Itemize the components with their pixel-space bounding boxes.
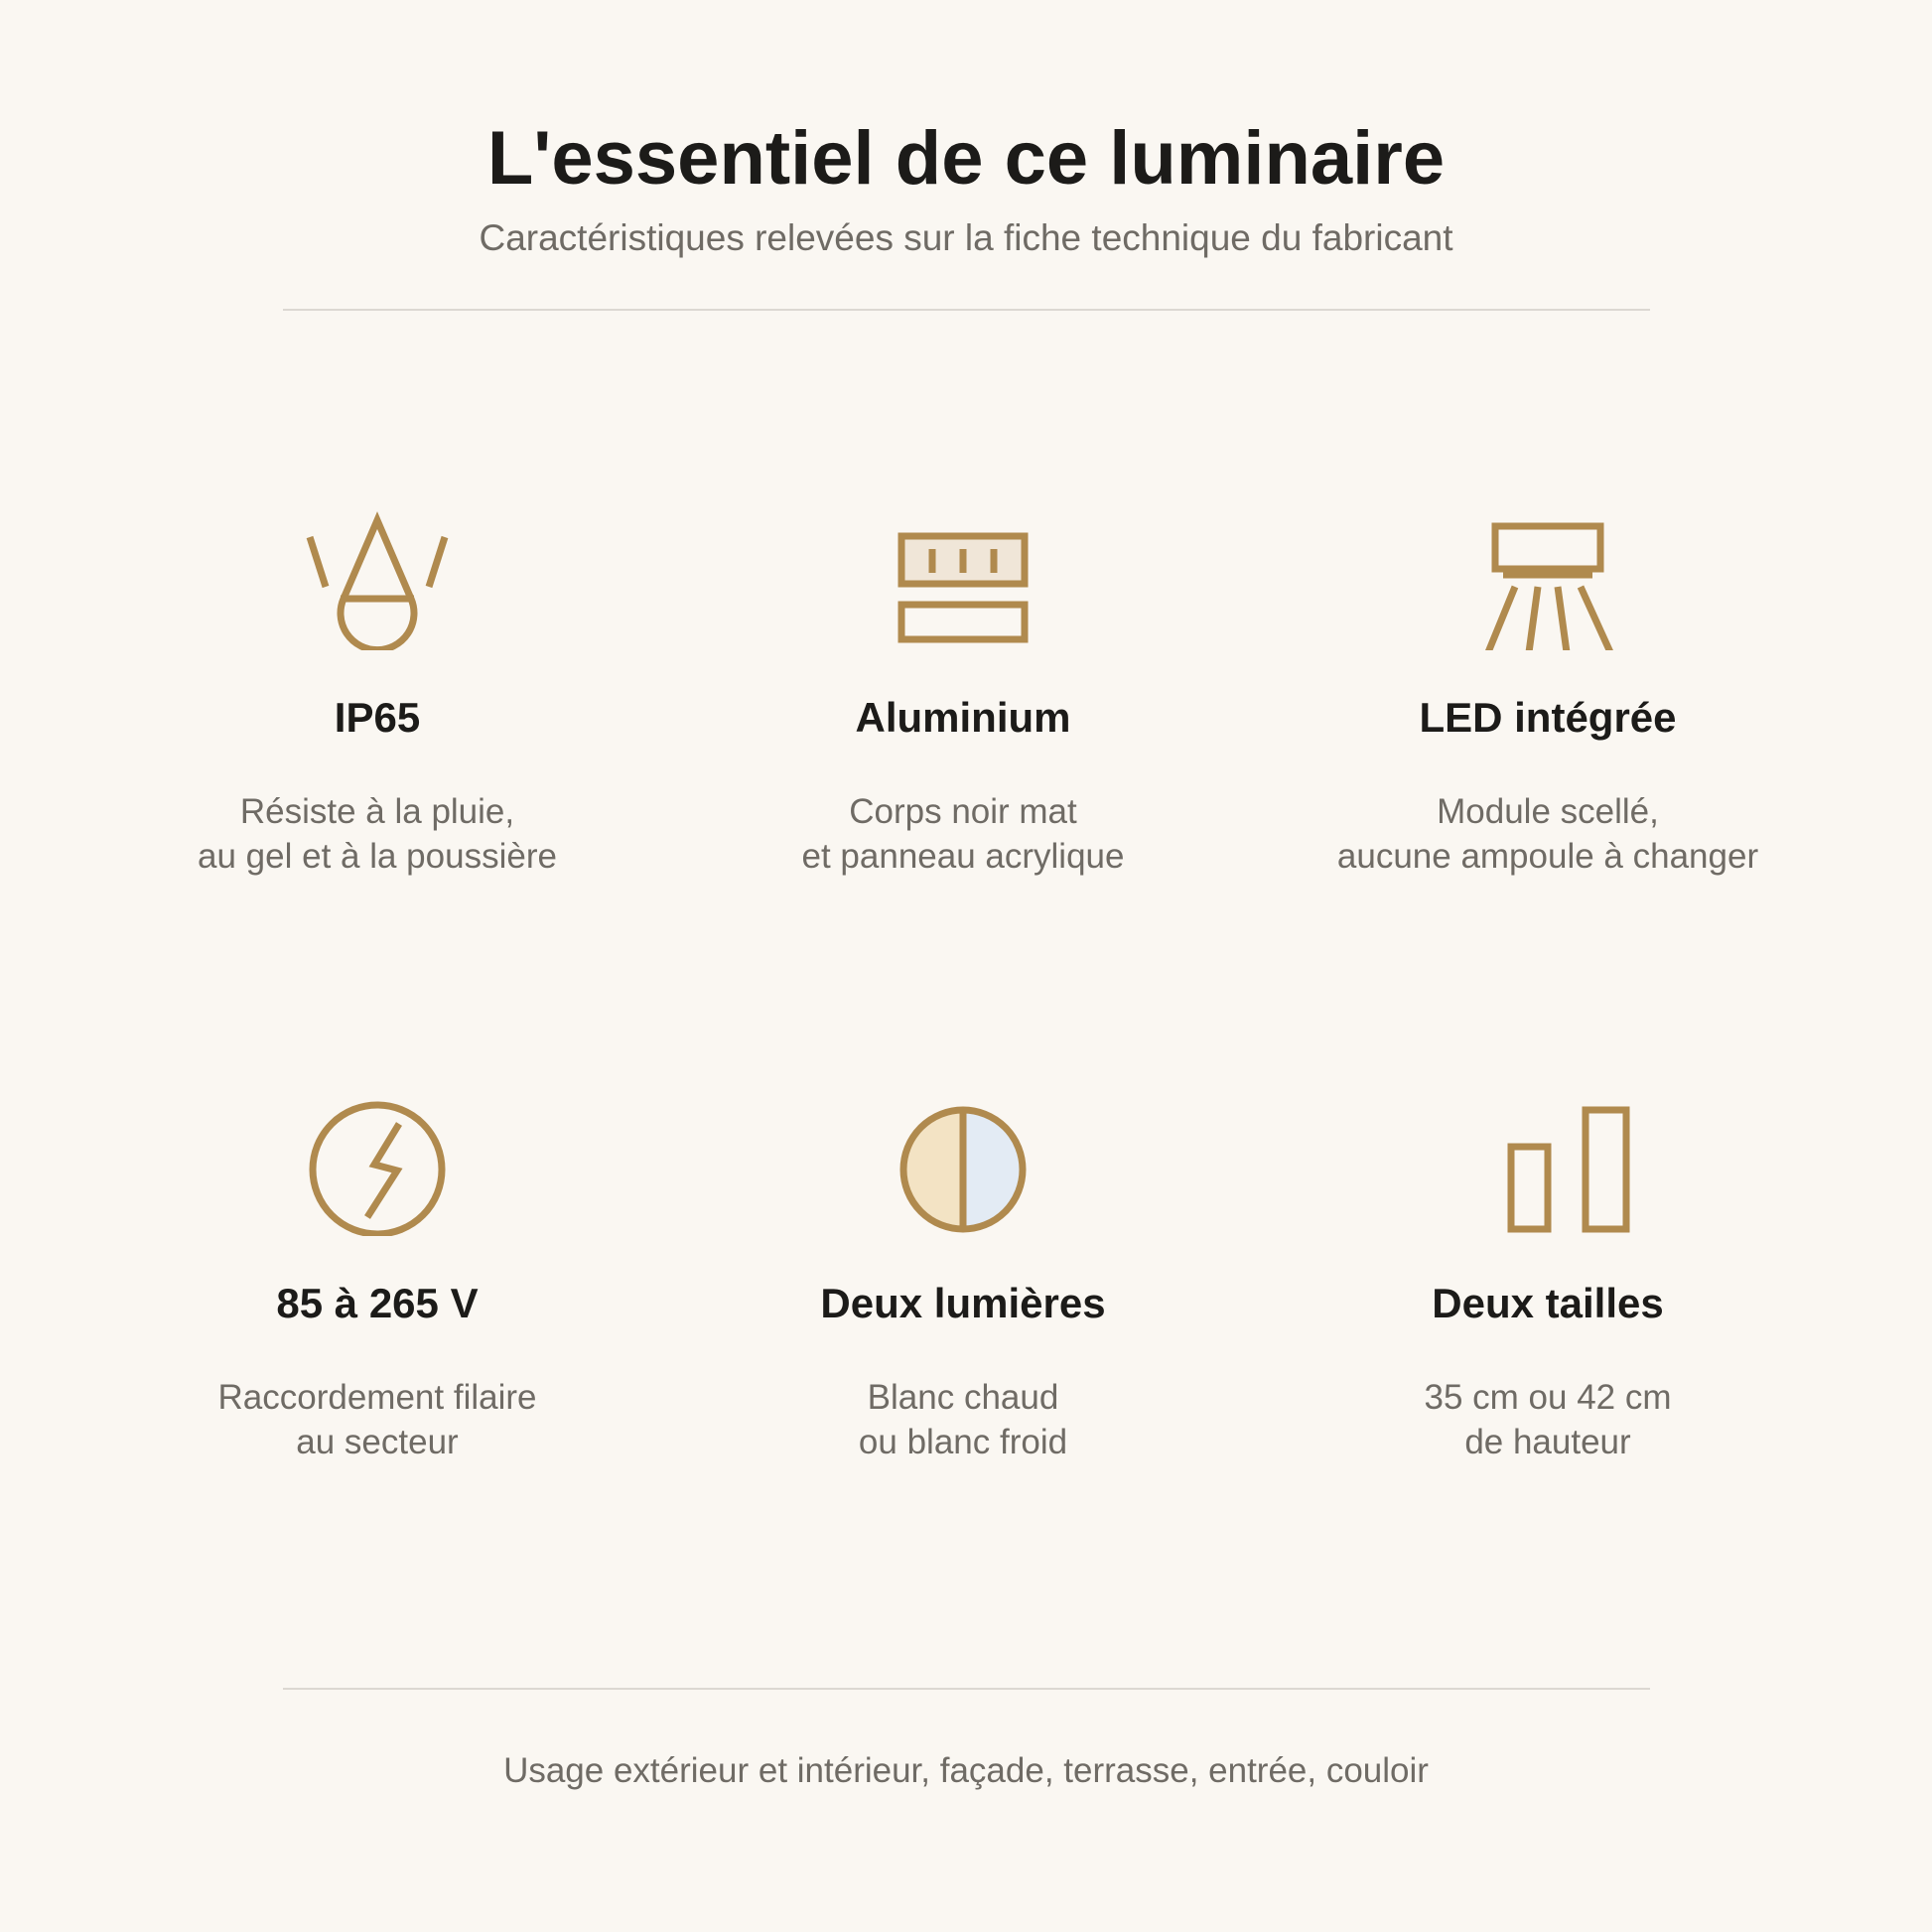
page-subtitle: Caractéristiques relevées sur la fiche technique du fabricant bbox=[479, 217, 1453, 258]
feature-description bbox=[99, 789, 655, 879]
feature-description-line: Corps noir mat bbox=[849, 792, 1077, 831]
feature-title: IP65 bbox=[334, 694, 421, 741]
feature-description bbox=[685, 789, 1241, 879]
feature-led bbox=[1270, 511, 1826, 879]
page-title: L'essentiel de ce luminaire bbox=[486, 116, 1446, 201]
feature-description bbox=[1270, 789, 1826, 879]
led-light-icon bbox=[1458, 511, 1637, 650]
feature-title: Deux lumières bbox=[820, 1280, 1106, 1326]
bottom-divider bbox=[283, 1688, 1650, 1690]
top-divider bbox=[283, 309, 1650, 311]
feature-description-line: Raccordement filaire bbox=[217, 1378, 537, 1417]
lightning-icon bbox=[288, 1097, 467, 1236]
feature-description-line: et panneau acrylique bbox=[801, 837, 1125, 876]
water-drop-icon bbox=[288, 511, 467, 650]
feature-description-line: au secteur bbox=[296, 1423, 459, 1461]
feature-title: Deux tailles bbox=[1432, 1280, 1664, 1326]
feature-two-lights bbox=[685, 1097, 1241, 1464]
feature-description bbox=[1270, 1375, 1826, 1464]
half-circle-light-icon bbox=[874, 1097, 1052, 1236]
feature-description bbox=[99, 1375, 655, 1464]
feature-title: Aluminium bbox=[855, 694, 1071, 741]
feature-aluminium bbox=[685, 511, 1241, 879]
feature-title: LED intégrée bbox=[1419, 694, 1677, 741]
feature-description-line: au gel et à la poussière bbox=[198, 837, 557, 876]
feature-description-line: ou blanc froid bbox=[858, 1423, 1068, 1461]
aluminium-panels-icon bbox=[874, 511, 1052, 650]
feature-description-line: de hauteur bbox=[1464, 1423, 1631, 1461]
feature-description bbox=[685, 1375, 1241, 1464]
feature-description-line: Blanc chaud bbox=[867, 1378, 1059, 1417]
feature-description-line: Module scellé, bbox=[1437, 792, 1659, 831]
footer-usage: Usage extérieur et intérieur, façade, terrasse, entrée, couloir bbox=[503, 1751, 1429, 1790]
size-bars-icon bbox=[1458, 1097, 1637, 1236]
feature-description-line: Résiste à la pluie, bbox=[239, 792, 515, 831]
feature-ip65 bbox=[99, 511, 655, 879]
feature-voltage bbox=[99, 1097, 655, 1464]
feature-description-line: aucune ampoule à changer bbox=[1336, 837, 1759, 876]
feature-description-line: 35 cm ou 42 cm bbox=[1424, 1378, 1672, 1417]
feature-title: 85 à 265 V bbox=[276, 1280, 479, 1326]
feature-two-sizes bbox=[1270, 1097, 1826, 1464]
